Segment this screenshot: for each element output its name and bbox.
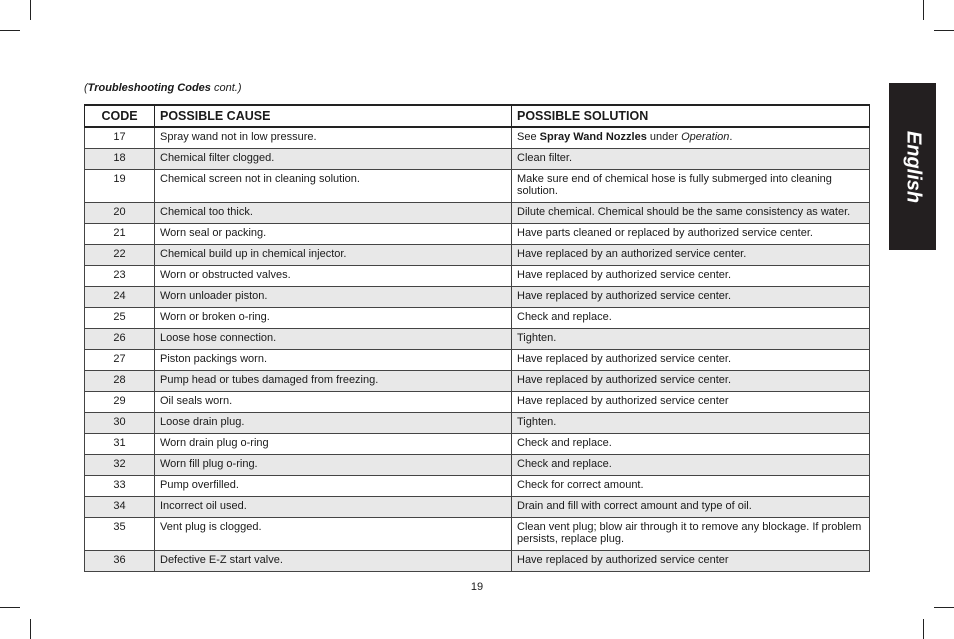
solution-text-part: . [729, 131, 733, 143]
cell-solution: Check and replace. [512, 455, 870, 476]
table-row [85, 203, 870, 224]
table-header-row [85, 105, 870, 127]
cell-solution: Clean filter. [512, 149, 870, 170]
caption-rest: cont.) [210, 82, 242, 94]
crop-mark [30, 619, 31, 639]
cell-code: 24 [85, 287, 155, 308]
header-code: CODE [85, 105, 155, 127]
caption-open: ( [84, 82, 88, 94]
cell-cause: Chemical build up in chemical injector. [155, 245, 512, 266]
cell-code: 25 [85, 308, 155, 329]
cell-solution: Tighten. [512, 329, 870, 350]
troubleshooting-table [84, 104, 870, 572]
table-row [85, 350, 870, 371]
table-row [85, 392, 870, 413]
solution-text-part: Operation [681, 131, 730, 143]
cell-solution: Dilute chemical. Chemical should be the same consistency as water. [512, 203, 870, 224]
cell-cause: Vent plug is clogged. [155, 518, 512, 551]
cell-cause: Worn seal or packing. [155, 224, 512, 245]
table-row [85, 329, 870, 350]
solution-text-part: Spray Wand Nozzles [539, 131, 647, 143]
crop-mark [30, 0, 31, 20]
crop-mark [934, 607, 954, 608]
cell-code: 34 [85, 497, 155, 518]
solution-text-part: See [517, 131, 540, 143]
cell-solution: Have replaced by authorized service center. [512, 287, 870, 308]
table-row [85, 551, 870, 572]
cell-code: 33 [85, 476, 155, 497]
cell-code: 35 [85, 518, 155, 551]
table-row [85, 434, 870, 455]
table-row [85, 497, 870, 518]
table-row [85, 308, 870, 329]
cell-code: 28 [85, 371, 155, 392]
language-tab-label: English [902, 130, 924, 203]
table-row [85, 476, 870, 497]
header-cause: POSSIBLE CAUSE [155, 105, 512, 127]
cell-solution: Tighten. [512, 413, 870, 434]
cell-cause: Chemical filter clogged. [155, 149, 512, 170]
solution-text-part: under [646, 131, 682, 143]
cell-cause: Worn drain plug o-ring [155, 434, 512, 455]
cell-cause: Worn or broken o-ring. [155, 308, 512, 329]
page-number: 19 [470, 581, 484, 593]
cell-cause: Incorrect oil used. [155, 497, 512, 518]
table-row [85, 371, 870, 392]
crop-mark [923, 0, 924, 20]
cell-solution: Have replaced by authorized service center. [512, 266, 870, 287]
cell-solution: Check for correct amount. [512, 476, 870, 497]
cell-cause: Chemical too thick. [155, 203, 512, 224]
cell-cause: Worn or obstructed valves. [155, 266, 512, 287]
cell-cause: Defective E-Z start valve. [155, 551, 512, 572]
cell-solution: Have replaced by authorized service center. [512, 371, 870, 392]
cell-solution: Have replaced by authorized service center [512, 392, 870, 413]
crop-mark [0, 607, 20, 608]
cell-code: 18 [85, 149, 155, 170]
cell-code: 22 [85, 245, 155, 266]
cell-code: 20 [85, 203, 155, 224]
cell-solution [512, 127, 870, 149]
table-row [85, 127, 870, 149]
cell-solution: Have replaced by an authorized service center. [512, 245, 870, 266]
cell-cause: Piston packings worn. [155, 350, 512, 371]
cell-solution: Make sure end of chemical hose is fully submerged into cleaning solution. [512, 170, 870, 203]
table-row [85, 266, 870, 287]
language-tab [889, 83, 936, 250]
cell-code: 21 [85, 224, 155, 245]
table-row [85, 224, 870, 245]
cell-code: 29 [85, 392, 155, 413]
cell-cause: Loose drain plug. [155, 413, 512, 434]
cell-solution: Have parts cleaned or replaced by authorized service center. [512, 224, 870, 245]
cell-cause: Oil seals worn. [155, 392, 512, 413]
table-row [85, 170, 870, 203]
header-solution: POSSIBLE SOLUTION [512, 105, 870, 127]
cell-solution: Drain and fill with correct amount and type of oil. [512, 497, 870, 518]
cell-code: 17 [85, 127, 155, 149]
table-row [85, 455, 870, 476]
cell-solution: Have replaced by authorized service center. [512, 350, 870, 371]
cell-code: 19 [85, 170, 155, 203]
cell-cause: Loose hose connection. [155, 329, 512, 350]
cell-cause: Chemical screen not in cleaning solution. [155, 170, 512, 203]
cell-solution: Clean vent plug; blow air through it to remove any blockage. If problem persists, replace plug. [512, 518, 870, 551]
table-row [85, 518, 870, 551]
cell-code: 36 [85, 551, 155, 572]
table-row [85, 245, 870, 266]
cell-cause: Worn fill plug o-ring. [155, 455, 512, 476]
cell-code: 23 [85, 266, 155, 287]
caption-bold: Troubleshooting Codes [87, 82, 211, 94]
cell-cause: Pump overfilled. [155, 476, 512, 497]
table-row [85, 287, 870, 308]
cell-code: 30 [85, 413, 155, 434]
cell-solution: Check and replace. [512, 434, 870, 455]
table-caption [84, 82, 242, 94]
cell-solution: Check and replace. [512, 308, 870, 329]
cell-cause: Pump head or tubes damaged from freezing. [155, 371, 512, 392]
cell-code: 26 [85, 329, 155, 350]
table-row [85, 413, 870, 434]
cell-code: 27 [85, 350, 155, 371]
table-row [85, 149, 870, 170]
crop-mark [0, 30, 20, 31]
cell-cause: Worn unloader piston. [155, 287, 512, 308]
crop-mark [923, 619, 924, 639]
crop-mark [934, 30, 954, 31]
cell-code: 31 [85, 434, 155, 455]
cell-solution: Have replaced by authorized service center [512, 551, 870, 572]
cell-cause: Spray wand not in low pressure. [155, 127, 512, 149]
cell-code: 32 [85, 455, 155, 476]
